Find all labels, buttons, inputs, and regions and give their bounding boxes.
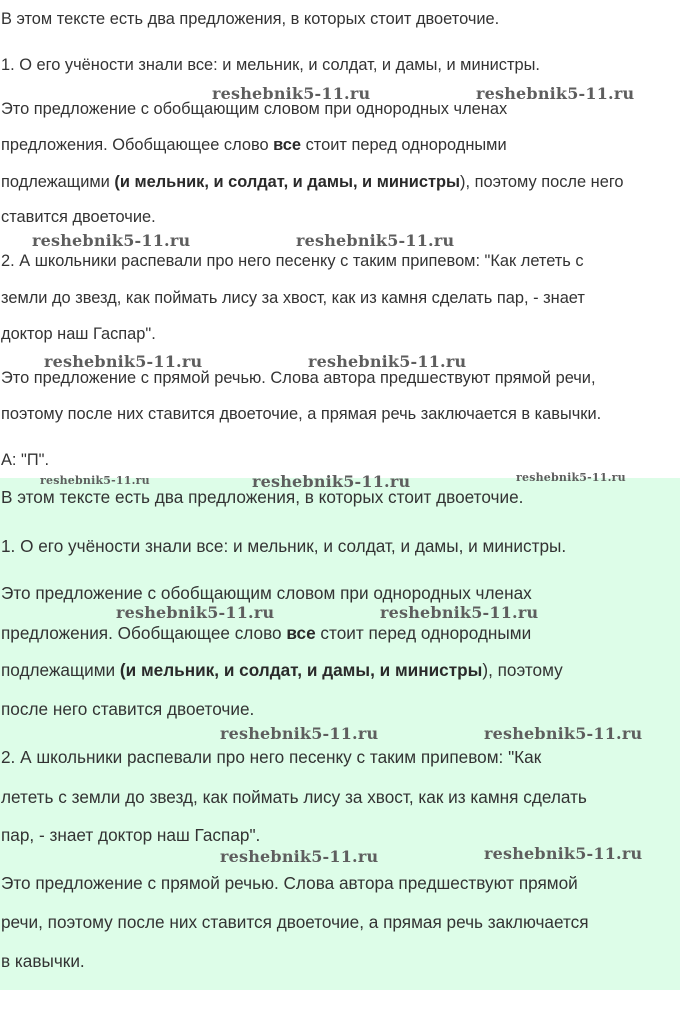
- text-line: ставится двоеточие.: [1, 208, 156, 226]
- text-run: предложения. Обобщающее слово: [1, 136, 274, 154]
- text-line: В этом тексте есть два предложения, в которых стоит двоеточие.: [1, 10, 500, 28]
- text-line: 1. О его учёности знали все: и мельник, и солдат, и дамы, и министры.: [1, 56, 540, 74]
- text-line: 2. А школьники распевали про него песенку с таким припевом: "Как: [1, 747, 542, 767]
- watermark: reshebnik5-11.ru: [484, 844, 643, 863]
- generalizing-word: все: [273, 136, 302, 154]
- text-run: ), поэтому после него: [460, 173, 624, 191]
- text-line: А: "П".: [1, 451, 50, 469]
- text-line: [1, 135, 507, 155]
- watermark: reshebnik5-11.ru: [32, 231, 191, 250]
- text-line: после него ставится двоеточие.: [1, 699, 255, 719]
- text-run: стоит перед однородными: [301, 136, 507, 154]
- text-line: [1, 623, 531, 643]
- text-line: Это предложение с обобщающим словом при однородных членах: [1, 100, 508, 118]
- answer-block-2: [0, 471, 680, 990]
- text-run: подлежащими: [1, 173, 115, 191]
- watermark: reshebnik5-11.ru: [484, 724, 643, 743]
- text-line: в кавычки.: [1, 951, 85, 971]
- text-line: поэтому после них ставится двоеточие, а прямая речь заключается в кавычки.: [1, 405, 602, 423]
- text-line: Это предложение с прямой речью. Слова автора предшествуют прямой: [1, 873, 578, 893]
- text-line: [1, 172, 624, 192]
- text-line: Это предложение с обобщающим словом при однородных членах: [1, 583, 532, 603]
- text-run: подлежащими: [1, 660, 120, 680]
- text-line: речи, поэтому после них ставится двоеточие, а прямая речь заключается: [1, 912, 589, 932]
- watermark: reshebnik5-11.ru: [116, 603, 275, 622]
- watermark: reshebnik5-11.ru: [212, 84, 371, 103]
- text-run: предложения. Обобщающее слово: [1, 623, 287, 643]
- text-line: пар, - знает доктор наш Гаспар".: [1, 825, 261, 845]
- text-line: доктор наш Гаспар".: [1, 325, 156, 343]
- watermark: reshebnik5-11.ru: [40, 474, 150, 487]
- text-line: В этом тексте есть два предложения, в которых стоит двоеточие.: [1, 487, 524, 507]
- watermark: reshebnik5-11.ru: [308, 352, 467, 371]
- watermark: reshebnik5-11.ru: [516, 471, 626, 484]
- watermark: reshebnik5-11.ru: [476, 84, 635, 103]
- homogeneous-members: (и мельник, и солдат, и дамы, и министры: [119, 660, 483, 680]
- watermark: reshebnik5-11.ru: [44, 352, 203, 371]
- answer-block-1: [0, 0, 680, 478]
- watermark: reshebnik5-11.ru: [252, 472, 411, 491]
- text-line: лететь с земли до звезд, как поймать лису за хвост, как из камня сделать: [1, 787, 587, 807]
- text-line: Это предложение с прямой речью. Слова автора предшествуют прямой речи,: [1, 369, 596, 387]
- watermark: reshebnik5-11.ru: [220, 847, 379, 866]
- watermark: reshebnik5-11.ru: [296, 231, 455, 250]
- watermark: reshebnik5-11.ru: [220, 724, 379, 743]
- text-run: стоит перед однородными: [315, 623, 532, 643]
- watermark: reshebnik5-11.ru: [380, 603, 539, 622]
- generalizing-word: все: [286, 623, 316, 643]
- text-line: 1. О его учёности знали все: и мельник, и солдат, и дамы, и министры.: [1, 536, 567, 556]
- text-run: ), поэтому: [482, 660, 563, 680]
- text-line: земли до звезд, как поймать лису за хвост, как из камня сделать пар, - знает: [1, 289, 585, 307]
- text-line: [1, 660, 563, 680]
- homogeneous-members: (и мельник, и солдат, и дамы, и министры: [114, 173, 461, 191]
- text-line: 2. А школьники распевали про него песенку с таким припевом: "Как лететь с: [1, 252, 584, 270]
